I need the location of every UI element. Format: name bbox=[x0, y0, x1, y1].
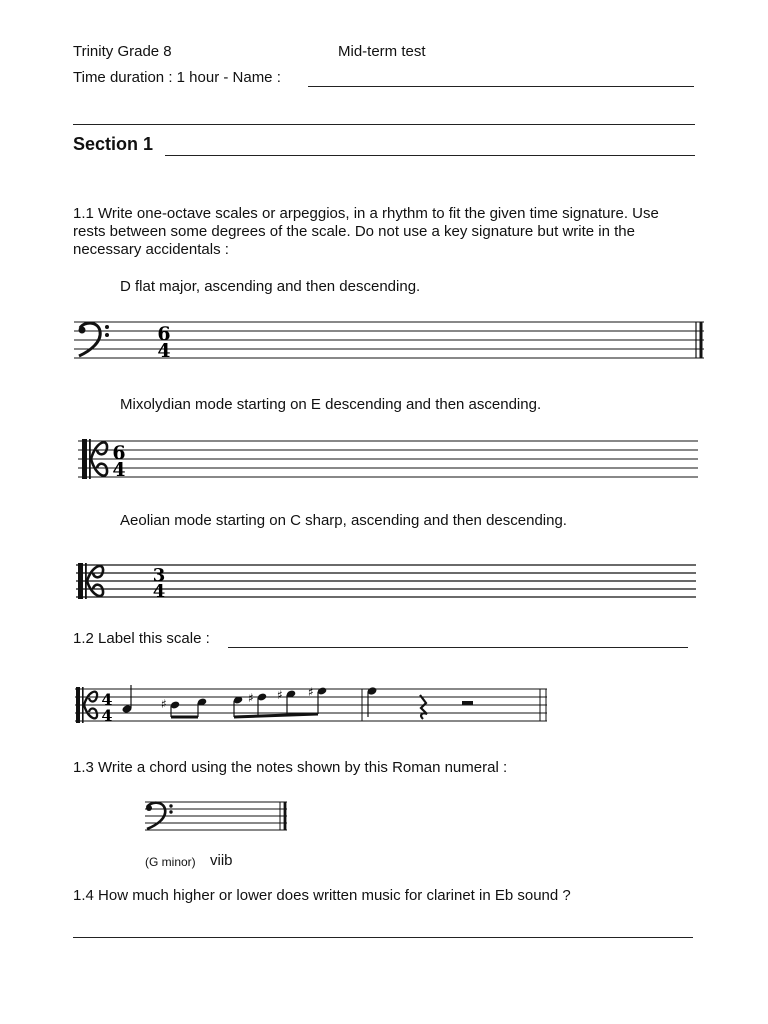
time-signature-bottom: 4 bbox=[157, 340, 171, 362]
time-signature-top: 3 bbox=[152, 565, 166, 586]
section-underline bbox=[165, 155, 695, 156]
time-signature-bottom: 4 bbox=[152, 581, 166, 602]
header-test-name: Mid-term test bbox=[338, 43, 426, 60]
time-signature-bottom: 4 bbox=[101, 706, 113, 725]
scale-label-answer-line[interactable] bbox=[228, 647, 688, 648]
task-aeolian: Aeolian mode starting on C sharp, ascending and then descending. bbox=[120, 512, 567, 529]
clarinet-answer-line[interactable] bbox=[73, 937, 693, 938]
sharp-icon: ♯ bbox=[308, 685, 314, 699]
header-course: Trinity Grade 8 bbox=[73, 43, 172, 60]
staff-d-flat-major[interactable] bbox=[74, 318, 704, 362]
staff-aeolian[interactable] bbox=[76, 561, 696, 603]
header-divider bbox=[73, 124, 695, 125]
time-signature-top: 6 bbox=[157, 323, 171, 345]
task-d-flat-major: D flat major, ascending and then descending. bbox=[120, 278, 421, 295]
name-answer-line[interactable] bbox=[308, 86, 694, 87]
note-beamed-pair bbox=[161, 697, 207, 717]
staff-chord[interactable] bbox=[145, 800, 287, 834]
note-beamed-group bbox=[233, 685, 327, 717]
sharp-icon: ♯ bbox=[277, 688, 283, 702]
time-signature-top: 4 bbox=[101, 690, 113, 709]
sharp-icon: ♯ bbox=[248, 691, 254, 705]
question-1-3-label: 1.3 Write a chord using the notes shown by this Roman numeral : bbox=[73, 759, 508, 776]
chord-roman-numeral: viib bbox=[210, 852, 233, 869]
question-1-4-label: 1.4 How much higher or lower does written music for clarinet in Eb sound ? bbox=[73, 887, 571, 904]
staff-label-scale bbox=[75, 683, 547, 727]
half-rest-icon bbox=[459, 701, 476, 705]
question-1-2-label: 1.2 Label this scale : bbox=[73, 630, 210, 647]
section-title: Section 1 bbox=[73, 134, 154, 154]
sharp-icon: ♯ bbox=[161, 697, 167, 711]
staff-mixolydian[interactable] bbox=[78, 437, 698, 481]
time-signature-bottom: 4 bbox=[112, 459, 126, 481]
chord-key: (G minor) bbox=[145, 855, 196, 869]
question-1-1-instructions: 1.1 Write one-octave scales or arpeggios, in a rhythm to fit the given time signature. Use rests between some degrees of the scale. Do not use a key signature but write in the necessary accidentals : bbox=[73, 205, 659, 258]
duration-name-label: Time duration : 1 hour - Name : bbox=[73, 69, 281, 86]
time-signature-top: 6 bbox=[112, 442, 126, 464]
task-mixolydian: Mixolydian mode starting on E descending and then ascending. bbox=[120, 396, 542, 413]
note-quarter-high bbox=[367, 686, 378, 717]
quarter-rest-icon bbox=[420, 695, 427, 719]
